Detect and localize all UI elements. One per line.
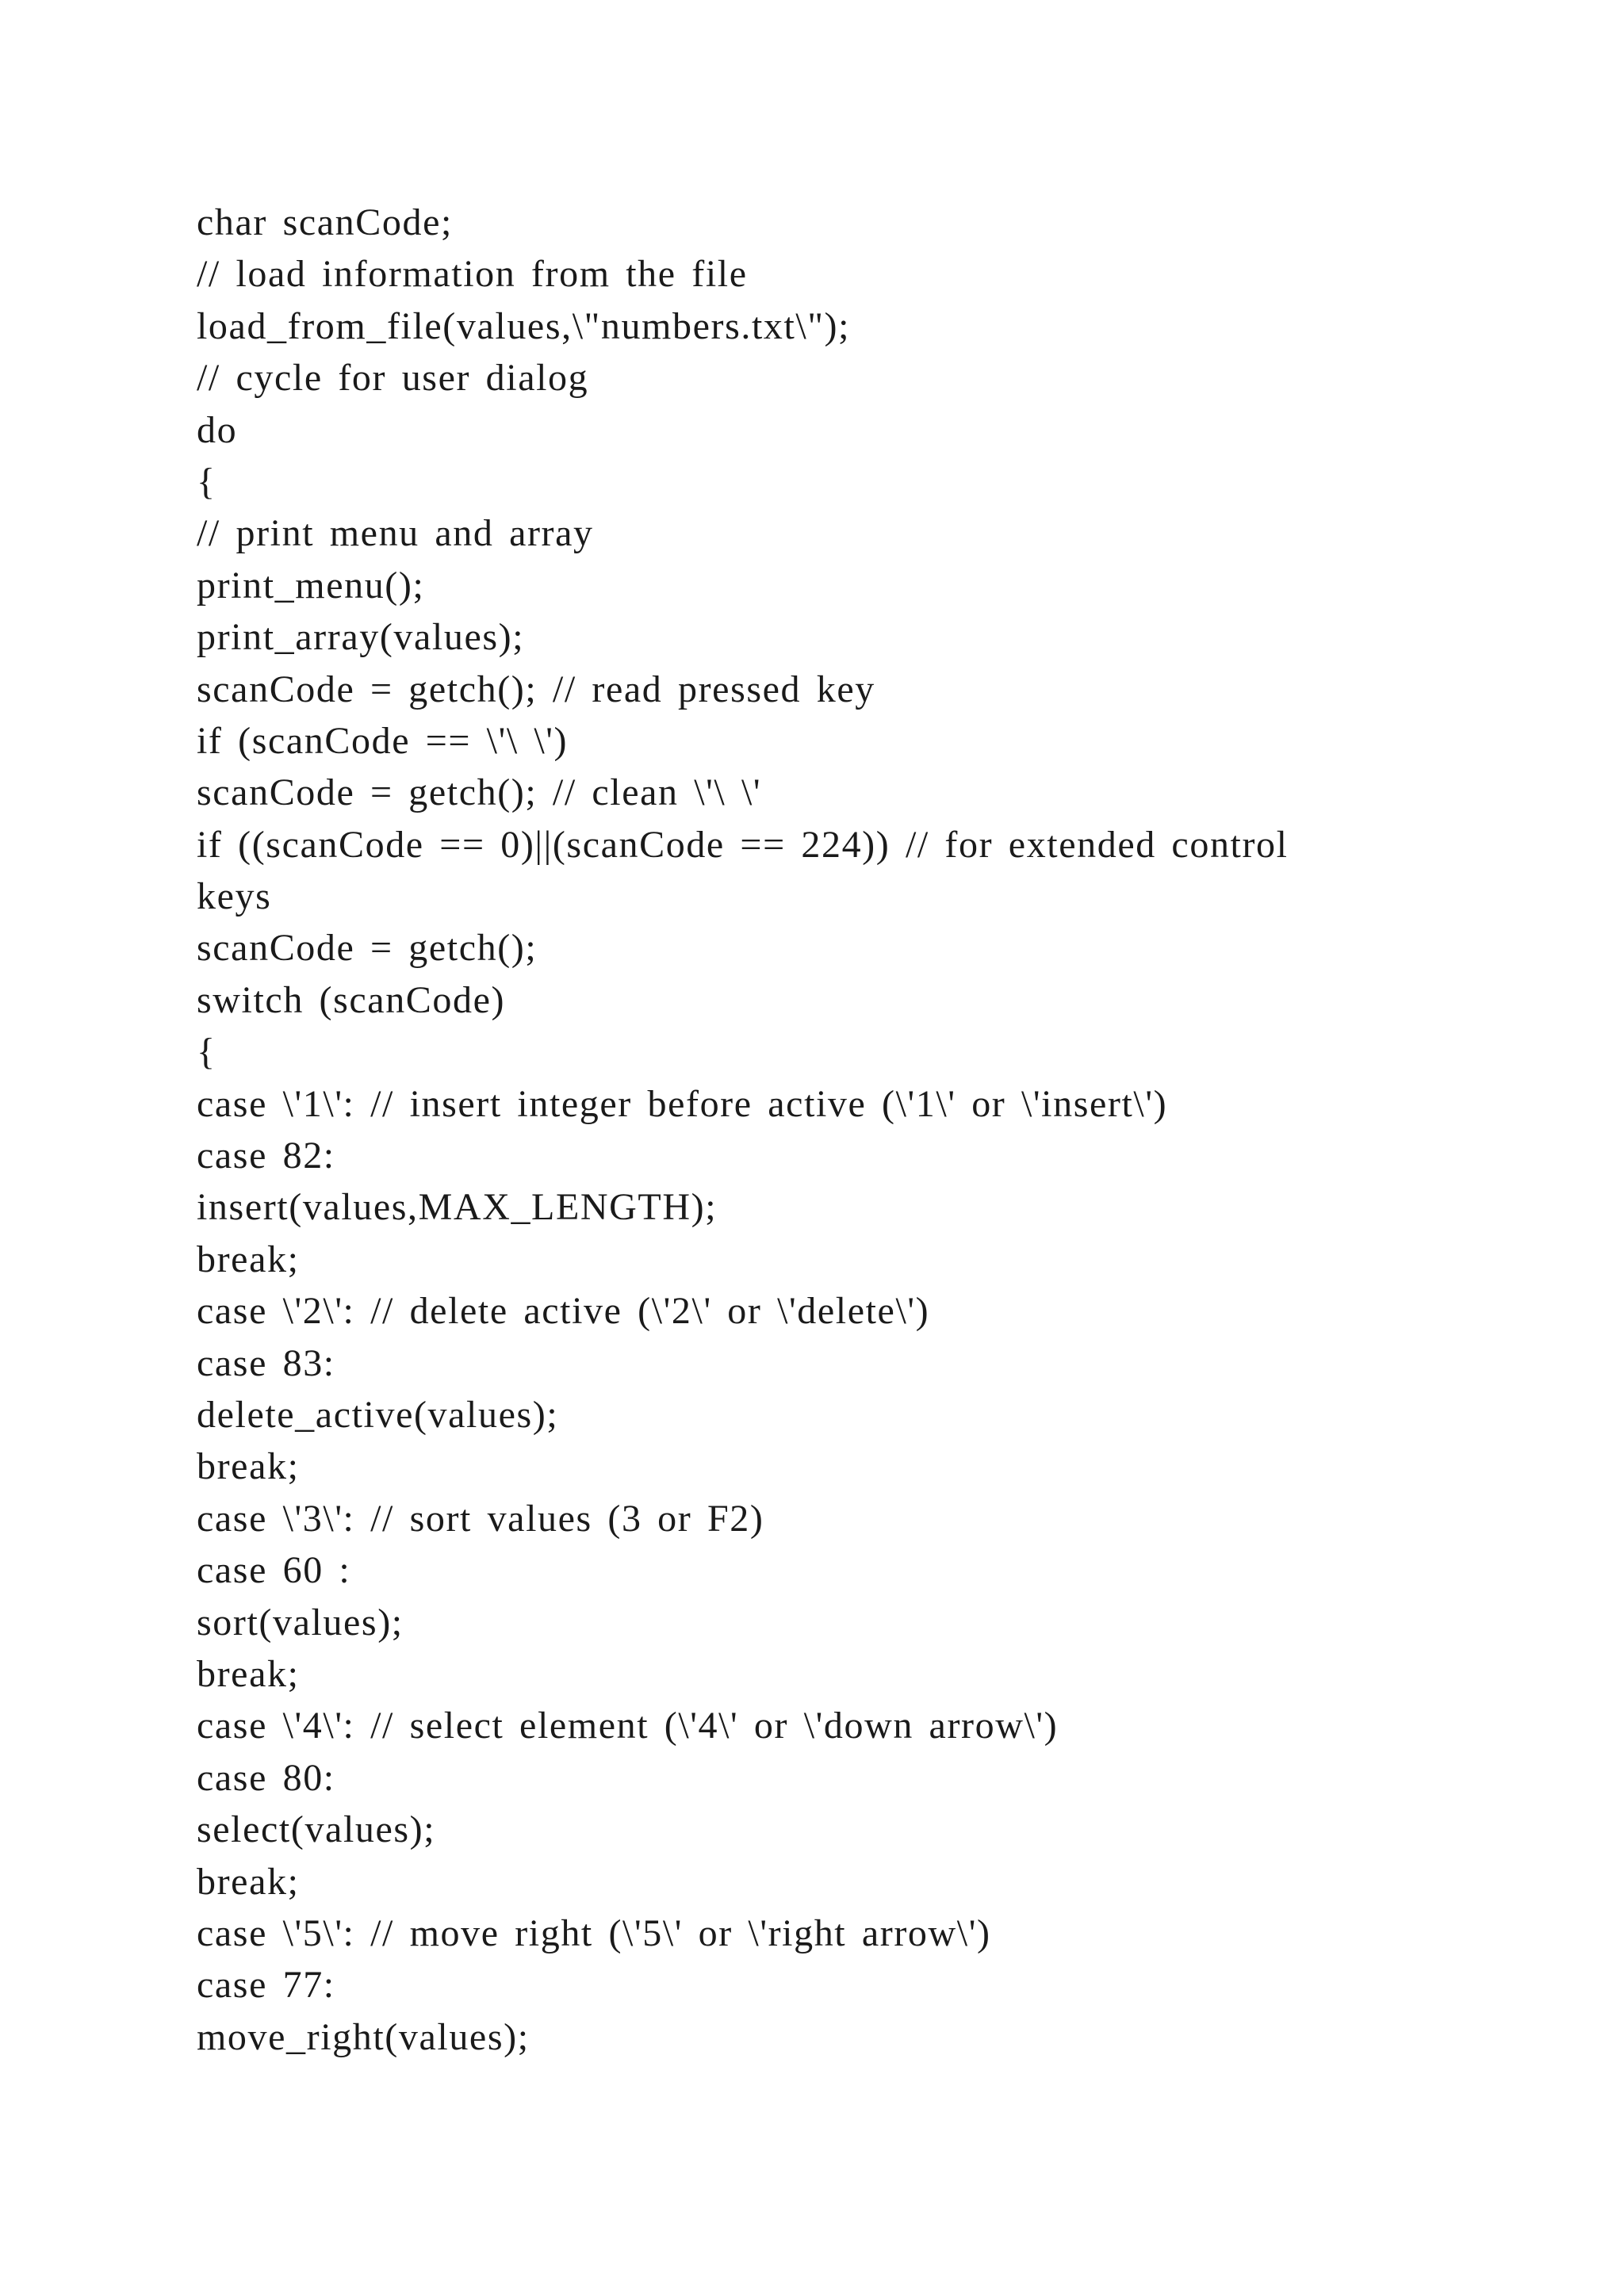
code-line: keys (197, 875, 272, 918)
code-line: // print menu and array (197, 512, 594, 555)
code-line: print_menu(); (197, 564, 425, 607)
code-line: insert(values,MAX_LENGTH); (197, 1186, 718, 1229)
code-line: case \'5\': // move right (\'5\' or \'right arrow\') (197, 1911, 991, 1954)
code-line: case 60 : (197, 1549, 351, 1592)
code-line: // cycle for user dialog (197, 357, 589, 400)
code-listing (197, 197, 1434, 2063)
code-line: case \'4\': // select element (\'4\' or \'down arrow\') (197, 1705, 1059, 1747)
code-line: sort(values); (197, 1601, 404, 1644)
code-line: switch (scanCode) (197, 978, 506, 1021)
code-line: case 83: (197, 1341, 335, 1384)
code-line: char scanCode; (197, 201, 453, 243)
code-line: scanCode = getch(); (197, 927, 538, 970)
code-line: // load information from the file (197, 253, 748, 296)
code-line: if (scanCode == \'\ \') (197, 719, 569, 762)
code-line: case 82: (197, 1135, 335, 1177)
code-line: select(values); (197, 1808, 436, 1851)
code-line: { (197, 1031, 216, 1073)
code-line: load_from_file(values,\"numbers.txt\"); (197, 304, 851, 347)
code-line: do (197, 408, 238, 451)
code-line: case \'1\': // insert integer before active (\'1\' or \'insert\') (197, 1082, 1168, 1125)
code-line: case \'2\': // delete active (\'2\' or \'delete\') (197, 1290, 930, 1333)
code-line: delete_active(values); (197, 1393, 559, 1436)
code-line: case 77: (197, 1964, 335, 2007)
code-line: break; (197, 1860, 300, 1903)
code-line: break; (197, 1652, 300, 1695)
code-line: case 80: (197, 1756, 335, 1799)
code-line: scanCode = getch(); // read pressed key (197, 668, 875, 710)
code-line: scanCode = getch(); // clean \'\ \' (197, 771, 762, 814)
code-line: break; (197, 1238, 300, 1280)
code-line: move_right(values); (197, 2015, 530, 2058)
code-line: break; (197, 1445, 300, 1488)
code-line: { (197, 460, 216, 503)
code-line: if ((scanCode == 0)||(scanCode == 224)) // for extended control (197, 823, 1289, 866)
code-line: print_array(values); (197, 616, 525, 659)
code-line: case \'3\': // sort values (3 or F2) (197, 1497, 764, 1540)
